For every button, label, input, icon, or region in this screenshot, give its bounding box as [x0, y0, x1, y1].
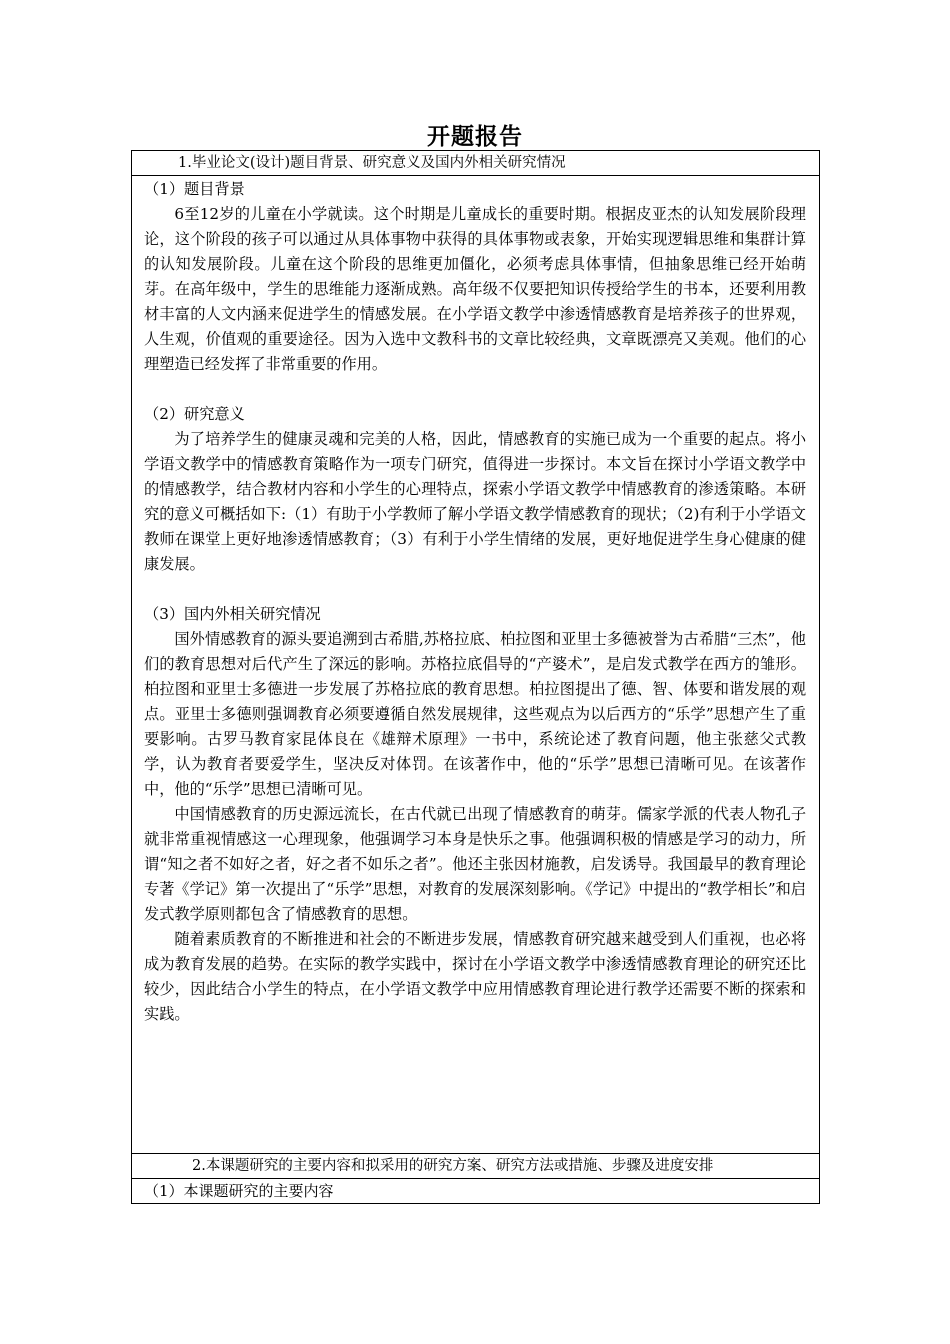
paragraph-gap: [144, 577, 806, 602]
research-status-paragraph-trend: 随着素质教育的不断推进和社会的不断进步发展，情感教育研究越来越受到人们重视，也必将成为教育发展的趋势。在实际的教学实践中，探讨在小学语文教学中渗透情感教育理论的研究还比较少，因此结合小学生的特点，在小学语文教学中应用情感教育理论进行教学还需要不断的探索和实践。: [144, 930, 806, 1023]
section1-heading: 1.毕业论文(设计)题目背景、研究意义及国内外相关研究情况: [132, 151, 819, 176]
report-table: [131, 150, 820, 1204]
research-status-paragraph-foreign: 国外情感教育的源头要追溯到古希腊,苏格拉底、柏拉图和亚里士多德被誉为古希腊“三杰”，他们的教育思想对后代产生了深远的影响。苏格拉底倡导的“产婆术”，是启发式教学在西方的雏形。柏拉图和亚里士多德进一步发展了苏格拉底的教育思想。柏拉图提出了德、智、体要和谐发展的观点。亚里士多德则强调教育必须要遵循自然发展规律，这些观点为以后西方的“乐学”思想产生了重要影响。古罗马教育家昆体良在《雄辩术原理》一书中，系统论述了教育问题，他主张慈父式教学，认为教育者要爱学生，坚决反对体罚。在该著作中，他的“乐学”思想已清晰可见。在该著作中，他的“乐学”思想已清晰可见。: [144, 630, 806, 798]
research-status-paragraph-china: 中国情感教育的历史源远流长，在古代就已出现了情感教育的萌芽。儒家学派的代表人物孔子就非常重视情感这一心理现象，他强调学习本身是快乐之事。他强调积极的情感是学习的动力，所谓“知之者不如好之者，好之者不如乐之者”。他还主张因材施教，启发诱导。我国最早的教育理论专著《学记》第一次提出了“乐学”思想，对教育的发展深刻影响。《学记》中提出的“教学相长”和启发式教学原则都包含了情感教育的思想。: [144, 805, 806, 923]
section1-body: [132, 177, 819, 1154]
background-paragraph: 6至12岁的儿童在小学就读。这个时期是儿童成长的重要时期。根据皮亚杰的认知发展阶段理论，这个阶段的孩子可以通过从具体事物中获得的具体事物或表象，开始实现逻辑思维和集群计算的认知发展阶段。儿童在这个阶段的思维更加僵化，必须考虑具体事情，但抽象思维已经开始萌芽。在高年级中，学生的思维能力逐渐成熟。高年级不仅要把知识传授给学生的书本，还要利用教材丰富的人文内涵来促进学生的情感发展。在小学语文教学中渗透情感教育是培养孩子的世界观，人生观，价值观的重要途径。因为入选中文教科书的文章比较经典，文章既漂亮又美观。他们的心理塑造已经发挥了非常重要的作用。: [144, 205, 806, 373]
paragraph-gap: [144, 377, 806, 402]
background-label: （1）题目背景: [144, 180, 245, 198]
section2-heading: 2.本课题研究的主要内容和拟采用的研究方案、研究方法或措施、步骤及进度安排: [132, 1154, 819, 1179]
significance-paragraph: 为了培养学生的健康灵魂和完美的人格，因此，情感教育的实施已成为一个重要的起点。将小学语文教学中的情感教育策略作为一项专门研究，值得进一步探讨。本文旨在探讨小学语文教学中的情感教学，结合教材内容和小学生的心理特点，探索小学语文教学中情感教育的渗透策略。本研究的意义可概括如下:（1）有助于小学教师了解小学语文教学情感教育的现状；（2)有利于小学语文教师在课堂上更好地渗透情感教育；（3）有利于小学生情绪的发展，更好地促进学生身心健康的健康发展。: [144, 430, 806, 573]
page-title: 开题报告: [427, 124, 523, 150]
section2-sub-label: （1）本课题研究的主要内容: [144, 1182, 334, 1200]
research-status-label: （3）国内外相关研究情况: [144, 605, 321, 623]
significance-label: （2）研究意义: [144, 405, 245, 423]
